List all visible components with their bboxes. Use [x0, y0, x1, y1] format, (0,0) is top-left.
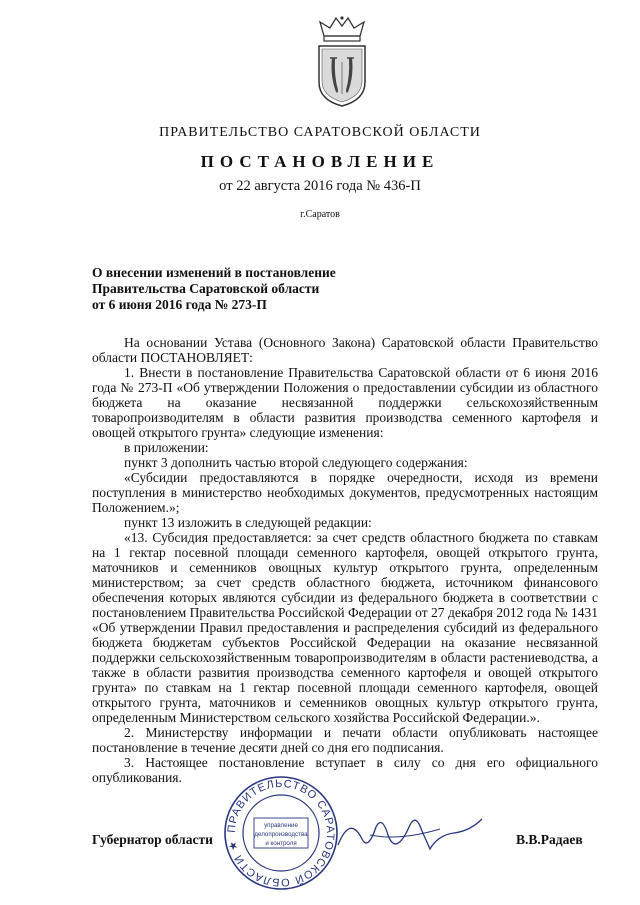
svg-text:и контроля: и контроля: [265, 840, 297, 847]
signatory-name: В.В.Радаев: [516, 832, 583, 847]
body-paragraph: 2. Министерству информации и печати области опубликовать настоящее постановление в течение десяти дней со дня его подписания.: [92, 725, 598, 755]
svg-text:ПРАВИТЕЛЬСТВО САРАТОВСКОЙ ОБЛА: ПРАВИТЕЛЬСТВО САРАТОВСКОЙ ОБЛАСТИ ★: [225, 777, 337, 889]
document-body: [92, 335, 598, 785]
body-paragraph: 3. Настоящее постановление вступает в силу со дня его официального опубликования.: [92, 755, 598, 785]
official-stamp: [222, 774, 340, 892]
body-paragraph: 1. Внести в постановление Правительства Саратовской области от 6 июня 2016 года № 273-П «Об утверждении Положения о предоставлении субсидии из областного бюджета на оказание несвязанной поддержки сельскохозяйственным товаропроизводителям в области развития производства семенного картофеля и овощей открытого грунта» следующие изменения:: [92, 365, 598, 440]
coat-of-arms-emblem: [310, 14, 374, 108]
body-paragraph: пункт 3 дополнить частью второй следующего содержания:: [124, 455, 468, 470]
body-paragraph: в приложении:: [124, 440, 209, 455]
body-paragraph: «Субсидии предоставляются в порядке очередности, исходя из времени поступления в министерство необходимых документов, предусмотренных настоящим Положением.»;: [92, 470, 598, 515]
document-subject: [92, 265, 336, 313]
svg-text:управление: управление: [264, 822, 298, 829]
subject-line: от 6 июня 2016 года № 273-П: [92, 297, 267, 312]
body-paragraph: пункт 13 изложить в следующей редакции:: [124, 515, 372, 530]
subject-line: Правительства Саратовской области: [92, 281, 320, 296]
city-name: г.Саратов: [300, 209, 340, 220]
document-title: ПОСТАНОВЛЕНИЕ: [200, 152, 440, 171]
government-name: ПРАВИТЕЛЬСТВО САРАТОВСКОЙ ОБЛАСТИ: [159, 125, 481, 140]
svg-text:делопроизводства: делопроизводства: [254, 831, 308, 838]
handwritten-signature: [330, 805, 490, 865]
body-paragraph: На основании Устава (Основного Закона) Саратовской области Правительство области ПОСТАНОВЛЯЕТ:: [92, 335, 598, 365]
document-date-number: от 22 августа 2016 года № 436-П: [219, 178, 421, 194]
signatory-position: Губернатор области: [92, 832, 213, 847]
subject-line: О внесении изменений в постановление: [92, 265, 336, 280]
body-paragraph: «13. Субсидия предоставляется: за счет средств областного бюджета по ставкам на 1 гектар посевной площади семенного картофеля, овощей открытого грунта, маточников и семенников овощных культур открытого грунта, определенным министерством; за счет средств областного бюджета, источником финансового обеспечения которых являются субсидии из федерального бюджета в соответствии с постановлением Правительства Российской Федерации от 27 декабря 2012 года № 1431 «Об утверждении Правил предоставления и распределения субсидий из федерального бюджета бюджетам субъектов Российской Федерации на оказание несвязанной поддержки сельскохозяйственным товаропроизводителям в области растениеводства, а также в области развития производства семенного картофеля и овощей открытого грунта» по ставкам на 1 гектар посевной площади семенного картофеля, овощей открытого грунта, маточников и семенников овощных культур открытого грунта, определенным Министерством сельского хозяйства Российской Федерации.».: [92, 530, 598, 725]
